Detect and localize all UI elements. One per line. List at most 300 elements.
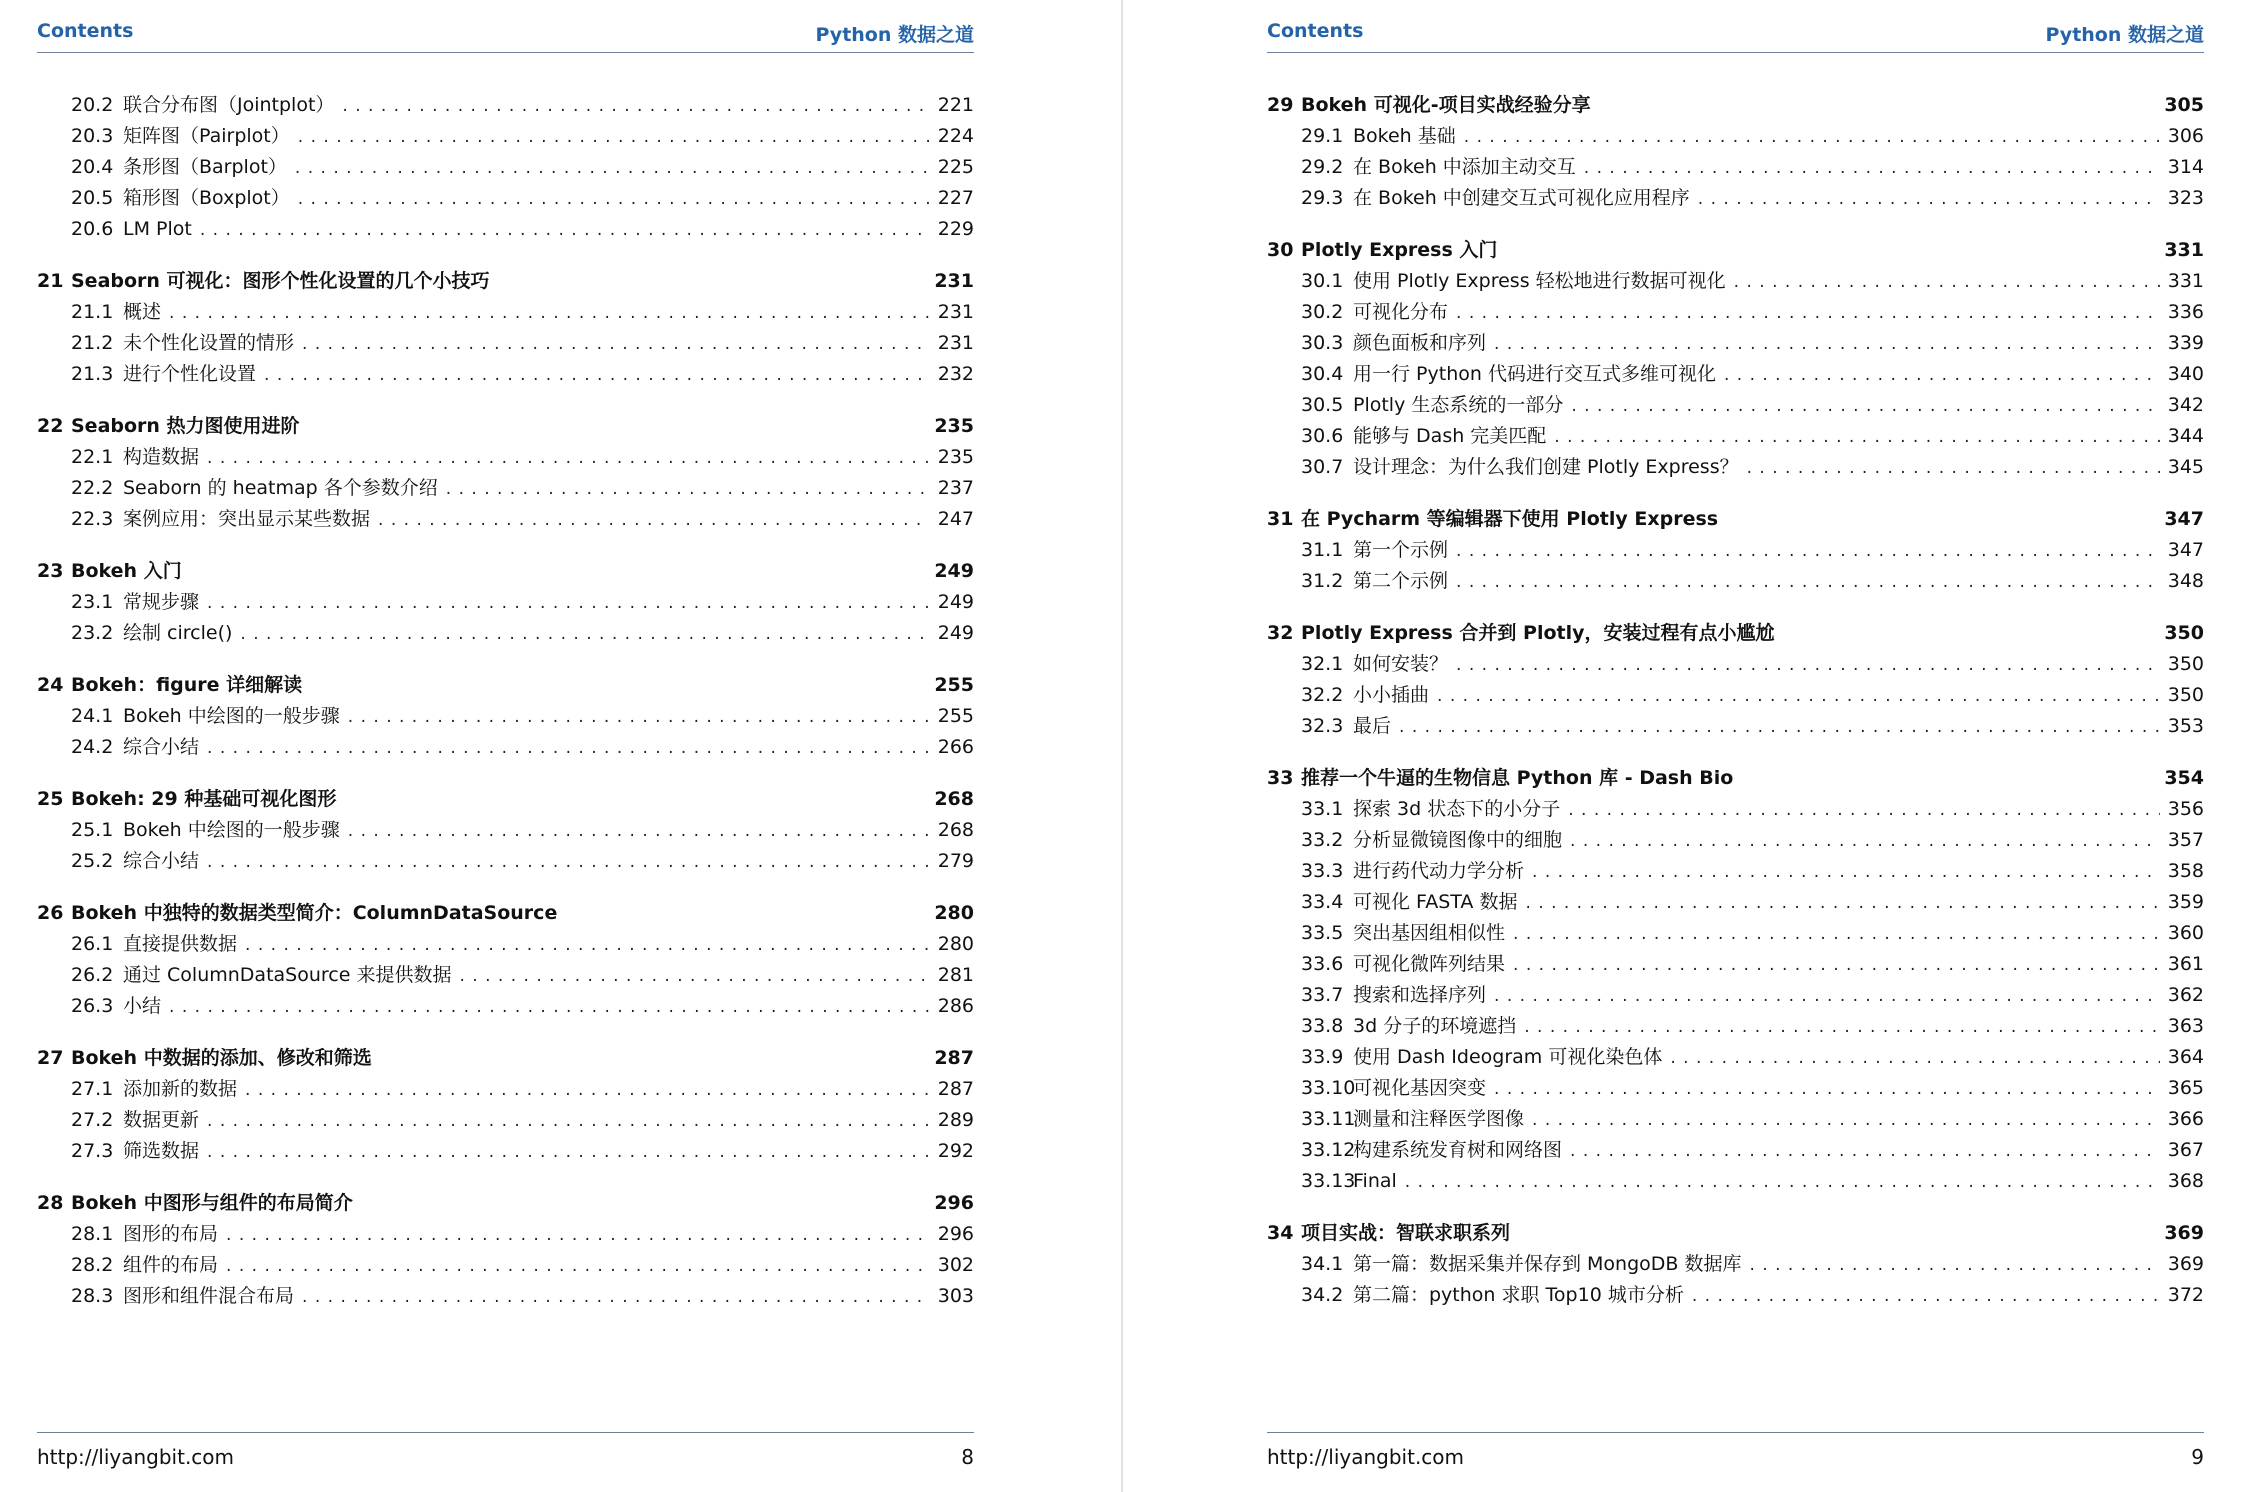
section-number: 33.3 [1301,860,1344,882]
section-number: 33.2 [1301,829,1344,851]
chapter-number: 31 [1267,508,1294,530]
section-title: 条形图（Barplot） [123,156,287,178]
section-entry[interactable] [37,1105,974,1136]
dot-leader [207,733,930,764]
toc-chapter [1267,763,2204,1197]
dot-leader [1584,153,2160,184]
section-entry[interactable] [37,183,974,214]
section-page-number: 231 [937,301,974,323]
section-number: 33.12 [1301,1139,1356,1161]
section-title: 添加新的数据 [123,1078,238,1100]
section-title: 用一行 Python 代码进行交互式多维可视化 [1353,363,1716,385]
section-entry[interactable] [37,152,974,183]
section-number: 24.2 [71,736,114,758]
section-title: 筛选数据 [123,1140,200,1162]
section-page-number: 363 [2167,1015,2204,1037]
section-number: 27.2 [71,1109,114,1131]
dot-leader [1399,712,2160,743]
section-entry[interactable] [37,1281,974,1312]
section-number: 29.3 [1301,187,1344,209]
section-title: 最后 [1353,715,1392,737]
section-entry[interactable] [1267,535,2204,566]
chapter-title: Bokeh 入门 [71,560,182,582]
section-page-number: 340 [2167,363,2204,385]
dot-leader [1532,857,2160,888]
section-page-number: 247 [937,508,974,530]
chapter-entry[interactable] [37,266,974,297]
section-page-number: 345 [2167,456,2204,478]
dot-leader [1494,981,2160,1012]
toc-chapter [1267,90,2204,214]
dot-leader [295,153,930,184]
section-entry[interactable] [37,960,974,991]
section-entry[interactable] [37,297,974,328]
chapter-number: 34 [1267,1222,1294,1244]
section-entry[interactable] [37,473,974,504]
chapter-page-number: 369 [2164,1222,2204,1244]
section-number: 31.1 [1301,539,1344,561]
section-entry[interactable] [37,1219,974,1250]
section-entry[interactable] [1267,887,2204,918]
section-entry[interactable] [1267,152,2204,183]
dot-leader [302,1282,930,1313]
toc-chapter [37,784,974,877]
section-title: 分析显微镜图像中的细胞 [1353,829,1563,851]
section-number: 28.2 [71,1254,114,1276]
section-page-number: 280 [937,933,974,955]
section-title: 小结 [123,995,162,1017]
dot-leader [1698,184,2160,215]
section-number: 32.2 [1301,684,1344,706]
section-title: 能够与 Dash 完美匹配 [1353,425,1547,447]
section-title: 颜色面板和序列 [1353,332,1487,354]
section-page-number: 289 [937,1109,974,1131]
section-title: 进行药代动力学分析 [1353,860,1525,882]
dot-leader [207,847,930,878]
dot-leader [302,329,930,360]
section-page-number: 369 [2167,1253,2204,1275]
section-entry[interactable] [1267,980,2204,1011]
section-page-number: 292 [937,1140,974,1162]
chapter-page-number: 231 [934,270,974,292]
section-title: 未个性化设置的情形 [123,332,295,354]
toc-chapter [37,556,974,649]
section-entry[interactable] [1267,918,2204,949]
chapter-entry[interactable] [37,670,974,701]
section-title: 进行个性化设置 [123,363,257,385]
section-page-number: 342 [2167,394,2204,416]
chapter-entry[interactable] [1267,504,2204,535]
section-entry[interactable] [1267,794,2204,825]
section-title: 综合小结 [123,850,200,872]
section-title: 测量和注释医学图像 [1353,1108,1525,1130]
section-title: 在 Bokeh 中创建交互式可视化应用程序 [1353,187,1690,209]
section-number: 22.2 [71,477,114,499]
section-entry[interactable] [1267,121,2204,152]
section-number: 20.5 [71,187,114,209]
section-entry[interactable] [1267,1073,2204,1104]
toc-chapter [1267,1218,2204,1311]
dot-leader [1494,329,2160,360]
section-page-number: 255 [937,705,974,727]
section-number: 21.1 [71,301,114,323]
chapter-title: Seaborn 热力图使用进阶 [71,415,300,437]
header-book-title: Python 数据之道 [2045,24,2204,46]
chapter-page-number: 331 [2164,239,2204,261]
dot-leader [1532,1105,2160,1136]
section-number: 25.1 [71,819,114,841]
toc-chapter [37,266,974,390]
section-entry[interactable] [37,815,974,846]
chapter-title: Bokeh: 29 种基础可视化图形 [71,788,337,810]
section-entry[interactable] [1267,421,2204,452]
section-entry[interactable] [1267,452,2204,483]
section-entry[interactable] [1267,1104,2204,1135]
toc-chapter [37,898,974,1022]
section-number: 32.1 [1301,653,1344,675]
section-entry[interactable] [1267,1280,2204,1311]
section-entry[interactable] [37,618,974,649]
chapter-number: 22 [37,415,64,437]
dot-leader [1750,1250,2160,1281]
dot-leader [298,122,930,153]
section-title: 构建系统发育树和网络图 [1353,1139,1563,1161]
section-number: 30.5 [1301,394,1344,416]
section-entry[interactable] [1267,390,2204,421]
section-entry[interactable] [1267,711,2204,742]
toc-chapter [1267,504,2204,597]
section-title: Bokeh 基础 [1353,125,1456,147]
chapter-title: Bokeh 中独特的数据类型简介：ColumnDataSource [71,902,558,924]
section-number: 28.3 [71,1285,114,1307]
section-page-number: 249 [937,622,974,644]
chapter-number: 24 [37,674,64,696]
section-entry[interactable] [37,328,974,359]
dot-leader [226,1220,930,1251]
section-page-number: 350 [2167,684,2204,706]
section-title: 可视化微阵列结果 [1353,953,1506,975]
chapter-title: Seaborn 可视化：图形个性化设置的几个小技巧 [71,270,490,292]
dot-leader [169,992,930,1023]
chapter-page-number: 235 [934,415,974,437]
section-page-number: 287 [937,1078,974,1100]
section-number: 20.2 [71,94,114,116]
section-number: 30.2 [1301,301,1344,323]
section-page-number: 221 [937,94,974,116]
section-page-number: 296 [937,1223,974,1245]
header-contents-label: Contents [37,20,134,42]
section-page-number: 344 [2167,425,2204,447]
section-entry[interactable] [1267,359,2204,390]
section-number: 30.1 [1301,270,1344,292]
table-of-contents [1267,90,2204,1332]
section-page-number: 303 [937,1285,974,1307]
chapter-number: 30 [1267,239,1294,261]
chapter-entry[interactable] [37,784,974,815]
dot-leader [378,505,930,536]
dot-leader [1513,919,2160,950]
section-page-number: 227 [937,187,974,209]
section-entry[interactable] [37,442,974,473]
section-number: 21.3 [71,363,114,385]
footer-page-number: 8 [961,1445,974,1469]
section-title: 如何安装？ [1353,653,1449,675]
section-number: 34.2 [1301,1284,1344,1306]
section-number: 28.1 [71,1223,114,1245]
section-entry[interactable] [37,846,974,877]
chapter-page-number: 354 [2164,767,2204,789]
dot-leader [264,360,930,391]
section-number: 30.3 [1301,332,1344,354]
section-entry[interactable] [37,732,974,763]
section-number: 33.7 [1301,984,1344,1006]
section-number: 26.1 [71,933,114,955]
section-entry[interactable] [37,1250,974,1281]
dot-leader [1570,826,2160,857]
section-entry[interactable] [1267,1249,2204,1280]
header-book-title: Python 数据之道 [815,24,974,46]
section-title: 搜索和选择序列 [1353,984,1487,1006]
section-page-number: 362 [2167,984,2204,1006]
section-page-number: 306 [2167,125,2204,147]
section-page-number: 364 [2167,1046,2204,1068]
section-title: 第二篇：python 求职 Top10 城市分析 [1353,1284,1684,1306]
section-page-number: 232 [937,363,974,385]
section-entry[interactable] [37,1074,974,1105]
chapter-entry[interactable] [37,556,974,587]
section-title: 综合小结 [123,736,200,758]
chapter-entry[interactable] [1267,618,2204,649]
page-header [1267,20,2204,53]
chapter-entry[interactable] [1267,763,2204,794]
chapter-entry[interactable] [37,1188,974,1219]
section-page-number: 347 [2167,539,2204,561]
section-title: 使用 Dash Ideogram 可视化染色体 [1353,1046,1663,1068]
section-number: 33.5 [1301,922,1344,944]
section-entry[interactable] [1267,266,2204,297]
section-page-number: 331 [2167,270,2204,292]
section-entry[interactable] [1267,1166,2204,1197]
chapter-number: 32 [1267,622,1294,644]
section-title: 图形和组件混合布局 [123,1285,295,1307]
dot-leader [1692,1281,2160,1312]
section-title: 探索 3d 状态下的小分子 [1353,798,1561,820]
dot-leader [348,816,930,847]
section-page-number: 237 [937,477,974,499]
section-title: 可视化分布 [1353,301,1449,323]
section-entry[interactable] [1267,1011,2204,1042]
section-number: 31.2 [1301,570,1344,592]
section-number: 26.2 [71,964,114,986]
section-title: 数据更新 [123,1109,200,1131]
section-page-number: 302 [937,1254,974,1276]
chapter-number: 28 [37,1192,64,1214]
section-number: 29.2 [1301,156,1344,178]
chapter-entry[interactable] [37,1043,974,1074]
section-title: 常规步骤 [123,591,200,613]
section-page-number: 225 [937,156,974,178]
section-title: Plotly 生态系统的一部分 [1353,394,1564,416]
section-page-number: 365 [2167,1077,2204,1099]
dot-leader [1464,122,2160,153]
section-page-number: 249 [937,591,974,613]
toc-chapter [37,670,974,763]
chapter-title: Bokeh 中数据的添加、修改和筛选 [71,1047,372,1069]
section-entry[interactable] [1267,297,2204,328]
section-entry[interactable] [1267,680,2204,711]
section-page-number: 229 [937,218,974,240]
section-number: 33.1 [1301,798,1344,820]
section-entry[interactable] [37,121,974,152]
section-number: 22.3 [71,508,114,530]
section-page-number: 372 [2167,1284,2204,1306]
dot-leader [1456,536,2160,567]
section-number: 20.4 [71,156,114,178]
section-entry[interactable] [1267,825,2204,856]
chapter-number: 27 [37,1047,64,1069]
section-title: 3d 分子的环境遮挡 [1353,1015,1517,1037]
section-entry[interactable] [37,587,974,618]
toc-chapter [1267,618,2204,742]
toc-chapter [37,90,974,245]
dot-leader [1734,267,2160,298]
chapter-number: 33 [1267,767,1294,789]
dot-leader [1724,360,2160,391]
section-entry[interactable] [37,214,974,245]
section-number: 24.1 [71,705,114,727]
section-number: 29.1 [1301,125,1344,147]
dot-leader [446,474,930,505]
section-title: 第二个示例 [1353,570,1449,592]
chapter-title: Plotly Express 入门 [1301,239,1498,261]
chapter-entry[interactable] [37,898,974,929]
section-entry[interactable] [37,1136,974,1167]
dot-leader [245,930,930,961]
section-title: Seaborn 的 heatmap 各个参数介绍 [123,477,438,499]
dot-leader [1554,422,2159,453]
chapter-entry[interactable] [1267,1218,2204,1249]
section-page-number: 279 [937,850,974,872]
section-title: 可视化 FASTA 数据 [1353,891,1518,913]
section-entry[interactable] [1267,949,2204,980]
chapter-number: 26 [37,902,64,924]
chapter-entry[interactable] [37,411,974,442]
section-entry[interactable] [1267,566,2204,597]
left-page [0,0,1121,1492]
chapter-entry[interactable] [1267,90,2204,121]
section-title: 通过 ColumnDataSource 来提供数据 [123,964,452,986]
dot-leader [342,91,929,122]
section-title: 第一篇：数据采集并保存到 MongoDB 数据库 [1353,1253,1742,1275]
footer-url[interactable]: http://liyangbit.com [37,1445,235,1469]
chapter-page-number: 287 [934,1047,974,1069]
header-contents-label: Contents [1267,20,1364,42]
section-page-number: 224 [937,125,974,147]
dot-leader [1456,298,2160,329]
section-page-number: 360 [2167,922,2204,944]
section-title: 构造数据 [123,446,200,468]
section-page-number: 353 [2167,715,2204,737]
section-entry[interactable] [37,929,974,960]
table-of-contents [37,90,974,1333]
section-title: 组件的布局 [123,1254,219,1276]
chapter-page-number: 296 [934,1192,974,1214]
dot-leader [1494,1074,2160,1105]
section-page-number: 367 [2167,1139,2204,1161]
dot-leader [200,215,930,246]
section-title: 在 Bokeh 中添加主动交互 [1353,156,1576,178]
chapter-page-number: 268 [934,788,974,810]
section-number: 26.3 [71,995,114,1017]
section-entry[interactable] [37,90,974,121]
chapter-page-number: 305 [2164,94,2204,116]
section-page-number: 323 [2167,187,2204,209]
section-number: 30.6 [1301,425,1344,447]
section-title: 可视化基因突变 [1353,1077,1487,1099]
section-page-number: 314 [2167,156,2204,178]
dot-leader [245,1075,930,1106]
section-page-number: 231 [937,332,974,354]
dot-leader [1570,1136,2160,1167]
chapter-title: 在 Pycharm 等编辑器下使用 Plotly Express [1301,508,1719,530]
dot-leader [1437,681,2160,712]
section-number: 20.3 [71,125,114,147]
dot-leader [1525,888,2159,919]
section-entry[interactable] [1267,1042,2204,1073]
section-number: 27.1 [71,1078,114,1100]
section-entry[interactable] [37,991,974,1022]
section-page-number: 348 [2167,570,2204,592]
section-number: 22.1 [71,446,114,468]
dot-leader [207,588,930,619]
dot-leader [240,619,929,650]
section-entry[interactable] [1267,328,2204,359]
section-title: 小小插曲 [1353,684,1430,706]
section-number: 23.1 [71,591,114,613]
section-page-number: 361 [2167,953,2204,975]
section-page-number: 357 [2167,829,2204,851]
section-entry[interactable] [37,359,974,390]
footer-url[interactable]: http://liyangbit.com [1267,1445,1465,1469]
footer-page-number: 9 [2191,1445,2204,1469]
section-entry[interactable] [1267,1135,2204,1166]
dot-leader [1670,1043,2159,1074]
chapter-page-number: 350 [2164,622,2204,644]
dot-leader [1524,1012,2160,1043]
section-page-number: 356 [2167,798,2204,820]
section-entry[interactable] [1267,649,2204,680]
section-entry[interactable] [37,504,974,535]
chapter-page-number: 347 [2164,508,2204,530]
section-number: 25.2 [71,850,114,872]
chapter-number: 21 [37,270,64,292]
chapter-title: Plotly Express 合并到 Plotly，安装过程有点小尴尬 [1301,622,1775,644]
dot-leader [1456,650,2160,681]
section-page-number: 350 [2167,653,2204,675]
section-number: 23.2 [71,622,114,644]
chapter-title: 项目实战：智联求职系列 [1301,1222,1511,1244]
section-title: Bokeh 中绘图的一般步骤 [123,705,340,727]
section-page-number: 359 [2167,891,2204,913]
chapter-entry[interactable] [1267,235,2204,266]
section-entry[interactable] [1267,856,2204,887]
section-page-number: 286 [937,995,974,1017]
dot-leader [169,298,930,329]
section-title: 图形的布局 [123,1223,219,1245]
section-title: LM Plot [123,218,192,240]
section-entry[interactable] [1267,183,2204,214]
section-entry[interactable] [37,701,974,732]
